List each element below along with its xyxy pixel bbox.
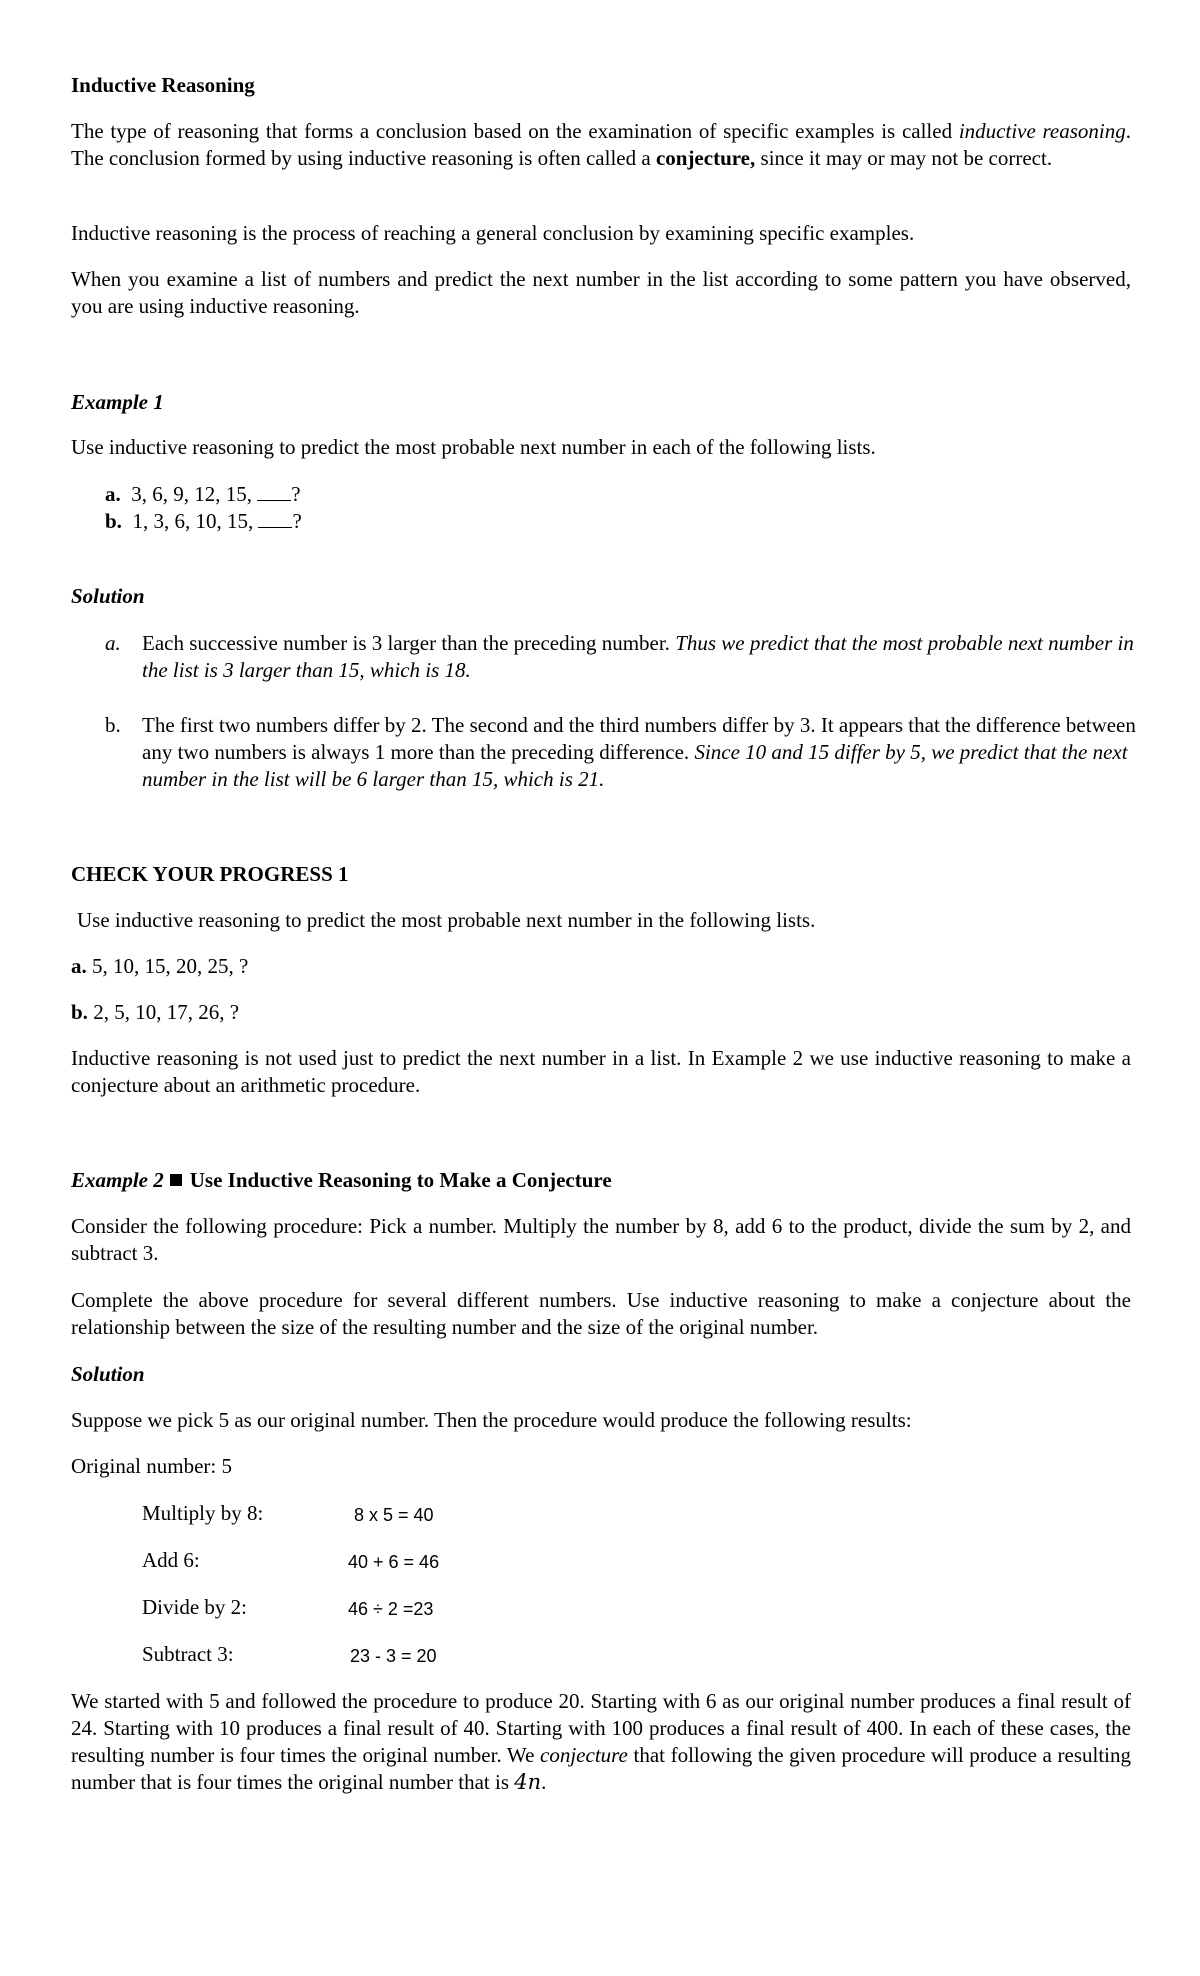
step-label: Subtract 3: xyxy=(142,1642,234,1666)
example-2-paragraph-3: Suppose we pick 5 as our original number. Then the procedure would produce the following results: xyxy=(71,1408,912,1432)
math-expression: 4n xyxy=(514,1770,542,1794)
document-page xyxy=(71,0,1136,1976)
item-label: b. xyxy=(105,509,122,533)
example-2-title xyxy=(71,1167,612,1194)
check-progress-item-a xyxy=(71,953,248,980)
example-1-title: Example 1 xyxy=(71,390,164,414)
solution-a-label: a. xyxy=(105,631,121,655)
check-progress-prompt: Use inductive reasoning to predict the most probable next number in the following lists. xyxy=(77,908,816,932)
example-1-prompt: Use inductive reasoning to predict the most probable next number in each of the following lists. xyxy=(71,435,876,459)
example-2-paragraph-2: Complete the above procedure for several different numbers. Use inductive reasoning to make a conjecture about the relationship between the size of the resulting number and the size of the original number. xyxy=(71,1288,1131,1339)
example-1-solution-title: Solution xyxy=(71,584,145,608)
step-label: Multiply by 8: xyxy=(142,1501,264,1525)
step-expression: 23 - 3 = 20 xyxy=(350,1646,437,1666)
item-label: a. xyxy=(105,482,121,506)
section-heading: Inductive Reasoning xyxy=(71,73,255,97)
item-suffix: ? xyxy=(292,509,302,533)
example-1-item-a xyxy=(105,481,301,508)
solution-a-text xyxy=(142,630,1142,684)
step-label: Divide by 2: xyxy=(142,1595,247,1619)
step-expression: 8 x 5 = 40 xyxy=(354,1505,434,1525)
item-sequence: 1, 3, 6, 10, 15, xyxy=(132,509,259,533)
example-2-heading: Use Inductive Reasoning to Make a Conjecture xyxy=(189,1168,612,1192)
answer-blank xyxy=(257,482,291,501)
item-label: b. xyxy=(71,1000,88,1024)
intro-text: . The conclusion formed by using inductive reasoning is often called a xyxy=(71,119,1132,170)
transition-paragraph: Inductive reasoning is not used just to predict the next number in a list. In Example 2 we use inductive reasoning to make a conjecture about an arithmetic procedure. xyxy=(71,1046,1131,1097)
step-expression: 40 + 6 = 46 xyxy=(348,1552,440,1572)
step-label: Add 6: xyxy=(142,1548,200,1572)
solution-b-text xyxy=(142,712,1142,793)
intro-paragraph-2: Inductive reasoning is the process of reaching a general conclusion by examining specific examples. xyxy=(71,221,915,245)
original-number: Original number: 5 xyxy=(71,1454,232,1478)
item-sequence: 2, 5, 10, 17, 26, ? xyxy=(87,1000,240,1024)
conclusion-period: . xyxy=(541,1770,547,1794)
solution-text: The first two numbers differ by 2. The second and the third numbers differ by 3. It appears that the difference between any two numbers is always 1 more than the preceding difference. xyxy=(142,713,1136,764)
term-conjecture: conjecture, xyxy=(655,146,756,170)
example-2-solution-title: Solution xyxy=(71,1362,145,1386)
item-sequence: 5, 10, 15, 20, 25, ? xyxy=(86,954,249,978)
term-conjecture-italic: conjecture xyxy=(540,1743,628,1767)
solution-text: Each successive number is 3 larger than the preceding number. xyxy=(142,631,676,655)
square-bullet-icon xyxy=(170,1174,182,1186)
item-suffix: ? xyxy=(291,482,301,506)
intro-text: The type of reasoning that forms a conclusion based on the examination of specific examples is called xyxy=(71,119,959,143)
intro-paragraph-1 xyxy=(71,118,1131,172)
conclusion-paragraph xyxy=(71,1688,1131,1796)
solution-b-label: b. xyxy=(105,713,121,737)
intro-text: since it may or may not be correct. xyxy=(755,146,1053,170)
term-inductive-reasoning: inductive reasoning xyxy=(958,119,1126,143)
conclusion-text: We started with 5 and followed the procedure to produce 20. Starting with 6 as our original number produces a final result of 24. Starting with 10 produces a final result of 40. Starting with 100 produces a final result of 400. In each of these cases, the resulting number is four times the original number. We xyxy=(71,1689,1131,1767)
conclusion-text: that following the given procedure will produce a resulting number that is four times the original number that is xyxy=(71,1743,1131,1794)
check-progress-item-b xyxy=(71,999,239,1026)
intro-paragraph-3: When you examine a list of numbers and predict the next number in the list according to some pattern you have observed, you are using inductive reasoning. xyxy=(71,267,1131,318)
item-label: a. xyxy=(71,954,87,978)
answer-blank xyxy=(258,509,292,528)
check-progress-title: CHECK YOUR PROGRESS 1 xyxy=(71,862,349,886)
example-1-item-b xyxy=(105,508,302,535)
step-expression: 46 ÷ 2 =23 xyxy=(348,1599,434,1619)
item-sequence: 3, 6, 9, 12, 15, xyxy=(131,482,258,506)
solution-conclusion: Thus we predict that the most probable next number in the list is 3 larger than 15, which is 18. xyxy=(142,631,1134,682)
example-2-paragraph-1: Consider the following procedure: Pick a number. Multiply the number by 8, add 6 to the product, divide the sum by 2, and subtract 3. xyxy=(71,1214,1131,1265)
solution-conclusion: Since 10 and 15 differ by 5, we predict that the next number in the list will be 6 larger than 15, which is 21. xyxy=(142,740,1128,791)
example-2-label: Example 2 xyxy=(71,1168,164,1192)
